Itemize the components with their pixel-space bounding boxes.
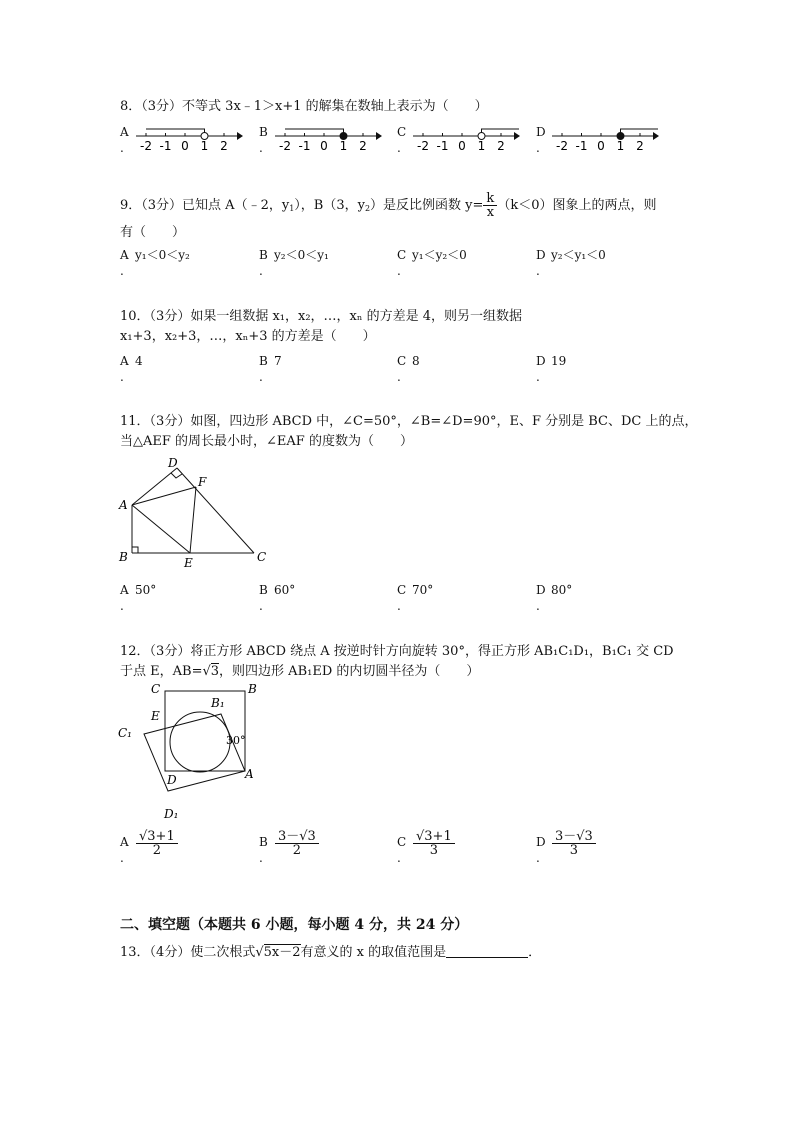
solution-range-bracket bbox=[621, 129, 659, 136]
q12-label-e: E bbox=[151, 709, 160, 723]
q8-stem: 8．（3分）不等式 3x﹣1＞x+1 的解集在数轴上表示为（ ） bbox=[120, 99, 488, 114]
q9-option-a-letter: A bbox=[120, 248, 129, 262]
q9-option-a-text: y₁＜0＜y₂ bbox=[135, 248, 190, 262]
q9-stem-line2: 有（ ） bbox=[120, 225, 186, 240]
q11-figure bbox=[112, 455, 272, 570]
q10-option-a-text: 4 bbox=[135, 354, 143, 368]
number-line-tick-label: -2 bbox=[417, 139, 429, 153]
fraction-numerator: √3+1 bbox=[413, 830, 455, 844]
q9-frac-num: k bbox=[483, 192, 497, 206]
q12-option-a-dot: . bbox=[120, 851, 124, 865]
q13-sqrt-radicand: 5x－2 bbox=[263, 945, 301, 960]
q12-option-a-letter: A bbox=[120, 835, 129, 849]
fraction-numerator: 3－√3 bbox=[275, 830, 319, 844]
q11-option-d-dot: . bbox=[536, 599, 540, 613]
fraction-numerator: 3－√3 bbox=[552, 830, 596, 844]
q11-option-b-letter: B bbox=[259, 583, 268, 597]
q11-option-d-text: 80° bbox=[551, 583, 573, 597]
q9-option-c-dot: . bbox=[397, 264, 401, 278]
q10-option-a-letter: A bbox=[120, 354, 129, 368]
number-line-tick-label: 2 bbox=[220, 139, 228, 153]
q8-option-c-letter: C bbox=[397, 125, 407, 139]
q9-stem bbox=[120, 192, 656, 219]
q9-sub-1: 1 bbox=[289, 204, 295, 213]
q9-sub-2: 2 bbox=[364, 204, 371, 213]
open-point bbox=[201, 133, 208, 140]
number-line-tick-label: -1 bbox=[298, 139, 311, 153]
q8-option-a-dot: . bbox=[120, 141, 124, 155]
q11-option-c-dot: . bbox=[397, 599, 401, 613]
q10-option-b-text: 7 bbox=[274, 354, 282, 368]
q12-option-b-fraction bbox=[275, 830, 319, 857]
fraction-denominator: 2 bbox=[152, 843, 161, 858]
number-line-tick-label: 0 bbox=[320, 139, 328, 153]
q9-option-a-dot: . bbox=[120, 264, 124, 278]
q12-option-b-dot: . bbox=[259, 851, 263, 865]
q12-line2-part-b: ，则四边形 AB₁ED 的内切圆半径为（ ） bbox=[219, 664, 480, 679]
q11-option-c-text: 70° bbox=[412, 583, 434, 597]
number-line-tick-label: -2 bbox=[140, 139, 152, 153]
q9-stem-part-d: （k＜0）图象上的两点，则 bbox=[497, 198, 657, 213]
number-line-tick-label: 2 bbox=[636, 139, 644, 153]
fraction-denominator: 3 bbox=[429, 843, 438, 858]
q9-fraction bbox=[483, 192, 497, 219]
q8-option-c-number-line bbox=[411, 126, 523, 154]
number-line-tick-label: -1 bbox=[575, 139, 588, 153]
q13-answer-blank[interactable] bbox=[446, 945, 528, 958]
closed-point bbox=[340, 133, 347, 140]
number-line-tick-label: 2 bbox=[497, 139, 505, 153]
number-line-arrow bbox=[376, 132, 382, 140]
q9-option-d-dot: . bbox=[536, 264, 540, 278]
q9-option-d-letter: D bbox=[536, 248, 546, 262]
q10-option-c-letter: C bbox=[397, 354, 407, 368]
q12-line1: 12．（3分）将正方形 ABCD 绕点 A 按逆时针方向旋转 30°，得正方形 AB₁C₁D₁，B₁C₁ 交 CD bbox=[120, 644, 674, 659]
number-line-tick-label: 1 bbox=[339, 139, 348, 153]
q9-stem-part-a: 9．（3分）已知点 A（﹣2，y bbox=[120, 198, 290, 213]
number-line-tick-label: 1 bbox=[477, 139, 486, 153]
q10-option-b-letter: B bbox=[259, 354, 268, 368]
q12-label-d: D bbox=[167, 773, 177, 787]
q11-option-a-dot: . bbox=[120, 599, 124, 613]
q12-option-c-fraction bbox=[413, 830, 455, 857]
q12-option-d-fraction bbox=[552, 830, 596, 857]
number-line-tick-label: 0 bbox=[597, 139, 605, 153]
solution-range-bracket bbox=[482, 129, 520, 136]
q8-option-c-dot: . bbox=[397, 141, 401, 155]
q10-option-d-text: 19 bbox=[551, 354, 567, 368]
q12-angle-label: 30° bbox=[226, 734, 246, 747]
q11-option-b-text: 60° bbox=[274, 583, 296, 597]
q8-option-a-letter: A bbox=[120, 125, 129, 139]
q9-frac-den: x bbox=[486, 205, 495, 220]
q12-option-d-dot: . bbox=[536, 851, 540, 865]
q9-option-b-letter: B bbox=[259, 248, 268, 262]
q11-option-b-dot: . bbox=[259, 599, 263, 613]
q12-option-d-letter: D bbox=[536, 835, 546, 849]
number-line-tick-label: -2 bbox=[556, 139, 568, 153]
number-line-tick-label: 0 bbox=[181, 139, 189, 153]
q12-figure bbox=[112, 680, 272, 830]
fraction-denominator: 2 bbox=[292, 843, 302, 858]
q12-label-c: C bbox=[151, 682, 161, 696]
q11-label-d: D bbox=[168, 456, 178, 470]
q11-option-a-text: 50° bbox=[135, 583, 157, 597]
number-line-tick-label: 2 bbox=[359, 139, 367, 153]
number-line-tick-label: 1 bbox=[200, 139, 209, 153]
q11-label-c: C bbox=[257, 550, 267, 564]
q11-option-d-letter: D bbox=[536, 583, 546, 597]
q8-option-d-number-line bbox=[550, 126, 662, 154]
q12-label-b: B bbox=[248, 682, 257, 696]
open-point bbox=[478, 133, 485, 140]
q12-option-c-dot: . bbox=[397, 851, 401, 865]
q12-line2-part-a: 于点 E，AB= bbox=[120, 664, 203, 679]
q11-label-f: F bbox=[198, 475, 207, 489]
number-line-tick-label: 0 bbox=[458, 139, 466, 153]
q12-option-c-letter: C bbox=[397, 835, 407, 849]
q12-option-a-fraction bbox=[136, 830, 178, 857]
q12-label-a: A bbox=[245, 767, 254, 781]
q11-label-e: E bbox=[184, 556, 193, 570]
q11-option-c-letter: C bbox=[397, 583, 407, 597]
number-line-arrow bbox=[514, 132, 520, 140]
q13-stem-part-a: 13．（4分）使二次根式 bbox=[120, 945, 256, 960]
q12-label-d1: D₁ bbox=[164, 807, 179, 821]
q9-option-c-text: y₁＜y₂＜0 bbox=[412, 248, 467, 262]
q10-option-b-dot: . bbox=[259, 370, 263, 384]
q11-option-a-letter: A bbox=[120, 583, 129, 597]
q12-sqrt: √3 bbox=[202, 664, 220, 679]
number-line-tick-label: -2 bbox=[279, 139, 291, 153]
q11-label-a: A bbox=[119, 498, 128, 512]
section-title: 二、填空题（本题共 6 小题，每小题 4 分，共 24 分） bbox=[120, 917, 469, 933]
closed-point bbox=[617, 133, 624, 140]
q8-option-d-letter: D bbox=[536, 125, 546, 139]
number-line-tick-label: -1 bbox=[159, 139, 172, 153]
q9-option-d-text: y₂＜y₁＜0 bbox=[551, 248, 606, 262]
q10-option-c-dot: . bbox=[397, 370, 401, 384]
q10-option-a-dot: . bbox=[120, 370, 124, 384]
q9-option-c-letter: C bbox=[397, 248, 407, 262]
q10-line2: x₁+3，x₂+3，…，xₙ+3 的方差是（ ） bbox=[120, 329, 376, 344]
number-line-tick-label: 1 bbox=[616, 139, 625, 153]
q10-option-c-text: 8 bbox=[412, 354, 420, 368]
q13-sqrt: √5x－2 bbox=[255, 945, 301, 960]
q12-option-b-letter: B bbox=[259, 835, 268, 849]
q13-stem-part-c: ． bbox=[528, 945, 542, 960]
q12-sqrt-radicand: 3 bbox=[210, 664, 220, 679]
q8-option-b-dot: . bbox=[259, 141, 263, 155]
number-line-arrow bbox=[653, 132, 659, 140]
q11-label-b: B bbox=[119, 550, 128, 564]
q9-option-b-dot: . bbox=[259, 264, 263, 278]
q9-stem-part-c: ）是反比例函数 y= bbox=[370, 198, 484, 213]
q9-option-b-text: y₂＜0＜y₁ bbox=[274, 248, 329, 262]
q13-stem-part-b: 有意义的 x 的取值范围是 bbox=[300, 945, 447, 960]
q12-label-c1: C₁ bbox=[118, 726, 132, 740]
q8-option-a-number-line bbox=[134, 126, 246, 154]
q11-line1: 11．（3分）如图，四边形 ABCD 中，∠C=50°，∠B=∠D=90°，E、F 分别是 BC、DC 上的点， bbox=[120, 414, 698, 429]
fraction-denominator: 3 bbox=[569, 843, 579, 858]
q12-line2 bbox=[120, 663, 479, 681]
q8-option-d-dot: . bbox=[536, 141, 540, 155]
q10-option-d-letter: D bbox=[536, 354, 546, 368]
q9-stem-part-b: ），B（3，y bbox=[294, 198, 365, 213]
q12-label-b1: B₁ bbox=[211, 696, 225, 710]
q8-option-b-number-line bbox=[273, 126, 385, 154]
q10-line1: 10．（3分）如果一组数据 x₁，x₂，…，xₙ 的方差是 4，则另一组数据 bbox=[120, 309, 523, 324]
q8-option-b-letter: B bbox=[259, 125, 268, 139]
q10-option-d-dot: . bbox=[536, 370, 540, 384]
number-line-arrow bbox=[237, 132, 243, 140]
solution-range-bracket bbox=[146, 129, 205, 136]
fraction-numerator: √3+1 bbox=[136, 830, 178, 844]
q13-stem bbox=[120, 944, 541, 962]
number-line-tick-label: -1 bbox=[436, 139, 449, 153]
solution-range-bracket bbox=[285, 129, 344, 136]
q11-line2: 当△AEF 的周长最小时，∠EAF 的度数为（ ） bbox=[120, 434, 413, 449]
